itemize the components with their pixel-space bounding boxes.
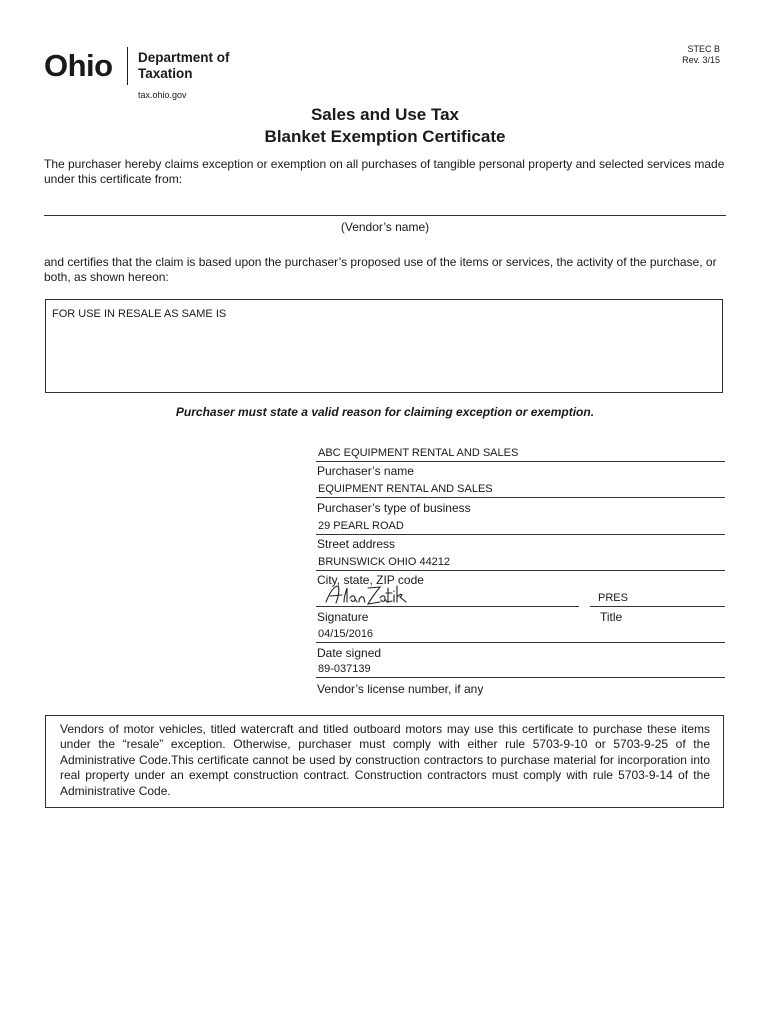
handwritten-signature[interactable] <box>322 582 412 608</box>
reason-note: Purchaser must state a valid reason for claiming exception or exemption. <box>175 405 595 419</box>
vendor-name-label: (Vendor’s name) <box>340 220 430 234</box>
form-title-line-2: Blanket Exemption Certificate <box>264 127 506 146</box>
city-state-zip-label: City, state, ZIP code <box>317 573 424 587</box>
purchaser-name-value[interactable]: ABC EQUIPMENT RENTAL AND SALES <box>318 447 519 459</box>
form-revision: Rev. 3/15 <box>682 55 720 65</box>
signature-label: Signature <box>317 610 369 624</box>
vendor-name-line <box>44 215 726 216</box>
certification-text: and certifies that the claim is based upon the purchaser’s proposed use of the items or services, the activity of the purchase, or both, as shown hereon: <box>44 255 717 284</box>
city-state-zip-line <box>316 570 725 571</box>
signature-line <box>316 606 579 607</box>
date-signed-line <box>316 642 725 643</box>
ohio-logo: Ohio <box>44 48 113 83</box>
purchaser-name-line <box>316 461 725 462</box>
street-address-value[interactable]: 29 PEARL ROAD <box>318 520 404 532</box>
title-line <box>590 606 725 607</box>
logo-divider <box>127 47 128 85</box>
vendor-license-label: Vendor’s license number, if any <box>317 682 484 696</box>
website-text: tax.ohio.gov <box>138 90 187 100</box>
vendor-license-line <box>316 677 725 678</box>
street-address-label: Street address <box>317 537 396 551</box>
notice-text: Vendors of motor vehicles, titled watercraft and titled outboard motors may use this certificate to purchase these items under the “resale” exception. Otherwise, purchaser must comply with either rule 5703-9-10 or 5703-9-25 of the Administrative Code.This certificate cannot be used by construction contractors to purchase material for incorporation into real property under an exempt construction contract. Construction contractors must comply with rule 5703-9-14 of the Administrative Code. <box>60 722 710 798</box>
business-type-value[interactable]: EQUIPMENT RENTAL AND SALES <box>318 483 493 495</box>
form-identifier <box>682 44 720 66</box>
vendor-license-value[interactable]: 89-037139 <box>318 663 371 675</box>
department-line-1: Department of <box>138 50 230 65</box>
business-type-label: Purchaser’s type of business <box>317 501 471 515</box>
intro-text: The purchaser hereby claims exception or exemption on all purchases of tangible personal property and selected services made under this certificate from: <box>44 157 725 186</box>
street-address-line <box>316 534 725 535</box>
form-title-line-1: Sales and Use Tax <box>310 105 460 124</box>
city-state-zip-value[interactable]: BRUNSWICK OHIO 44212 <box>318 556 451 568</box>
department-name <box>138 50 230 82</box>
department-line-2: Taxation <box>138 66 193 81</box>
date-signed-value[interactable]: 04/15/2016 <box>318 628 374 640</box>
title-label: Title <box>600 610 623 624</box>
reason-value: FOR USE IN RESALE AS SAME IS <box>52 308 227 320</box>
title-value[interactable]: PRES <box>598 592 628 604</box>
purchaser-name-label: Purchaser’s name <box>317 464 414 478</box>
form-code: STEC B <box>687 44 720 54</box>
date-signed-label: Date signed <box>317 646 382 660</box>
business-type-line <box>316 497 725 498</box>
